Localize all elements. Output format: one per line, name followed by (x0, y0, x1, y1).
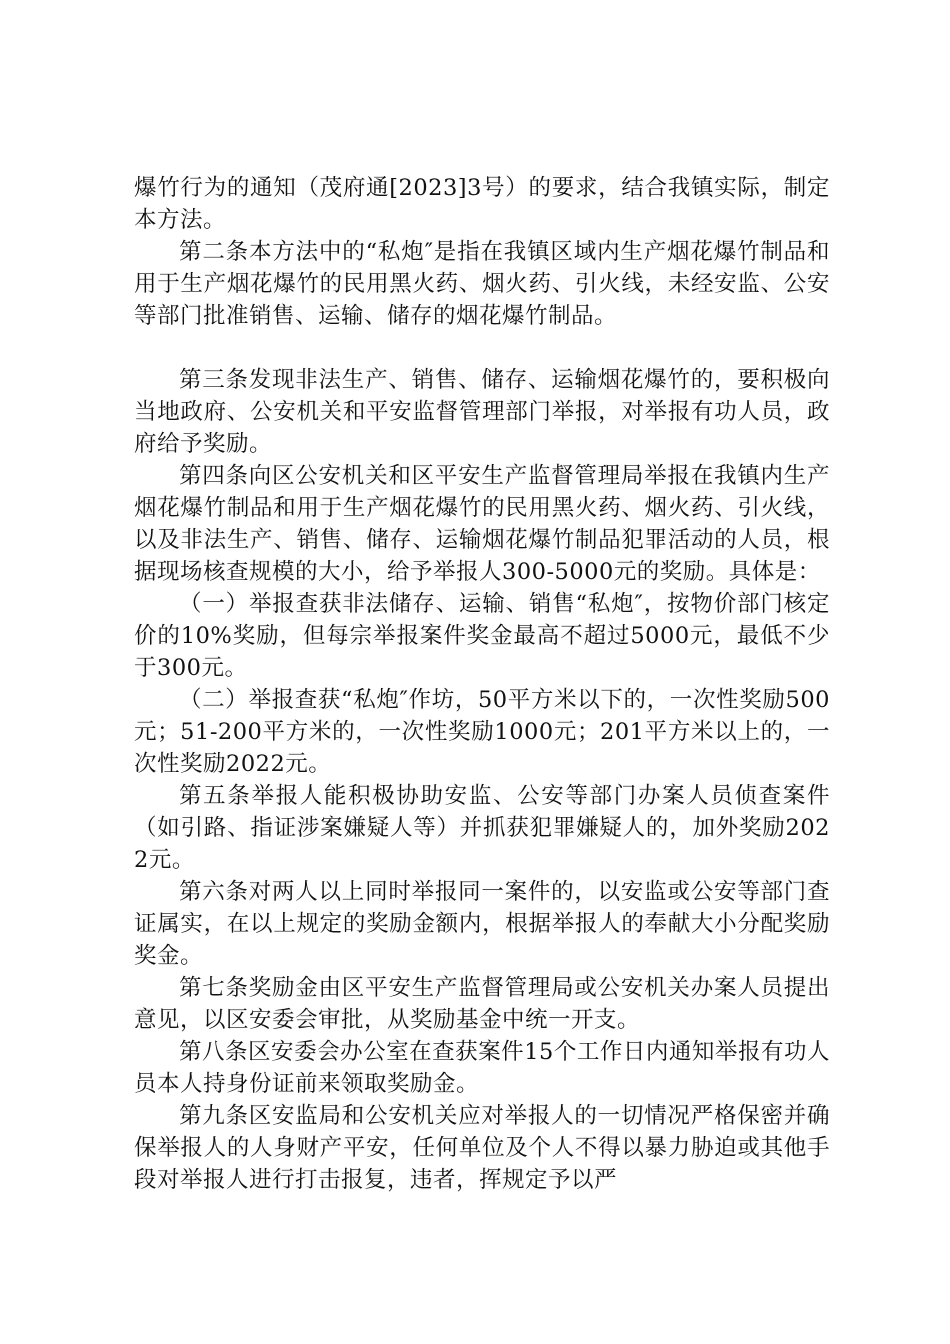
paragraph-article-4: 第四条向区公安机关和区平安生产监督管理局举报在我镇内生产烟花爆竹制品和用于生产烟花爆竹的民用黑火药、烟火药、引火线，以及非法生产、销售、储存、运输烟花爆竹制品犯罪活动的人员，根据现场核查规模的大小，给予举报人300-5000元的奖励。具体是： (134, 463, 830, 585)
paragraph-continuation: 爆竹行为的通知（茂府通[2023]3号）的要求，结合我镇实际，制定本方法。 (134, 175, 830, 233)
paragraph-article-3: 第三条发现非法生产、销售、储存、运输烟花爆竹的，要积极向当地政府、公安机关和平安监督管理部门举报，对举报有功人员，政府给予奖励。 (134, 367, 830, 457)
paragraph-article-7: 第七条奖励金由区平安生产监督管理局或公安机关办案人员提出意见，以区安委会审批，从奖励基金中统一开支。 (134, 975, 830, 1033)
paragraph-article-8: 第八条区安委会办公室在查获案件15个工作日内通知举报有功人员本人持身份证前来领取奖励金。 (134, 1039, 830, 1097)
paragraph-item-2: （二）举报查获“私炮″作坊，50平方米以下的，一次性奖励500元；51-200平方米的，一次性奖励1000元；201平方米以上的，一次性奖励2022元。 (134, 687, 830, 777)
document-body (134, 172, 830, 1196)
paragraph-article-9: 第九条区安监局和公安机关应对举报人的一切情况严格保密并确保举报人的人身财产平安，任何单位及个人不得以暴力胁迫或其他手段对举报人进行打击报复，违者，挥规定予以严 (134, 1103, 830, 1193)
paragraph-item-1: （一）举报查获非法储存、运输、销售“私炮″，按物价部门核定价的10%奖励，但每宗举报案件奖金最高不超过5000元，最低不少于300元。 (134, 591, 830, 681)
paragraph-article-6: 第六条对两人以上同时举报同一案件的，以安监或公安等部门查证属实，在以上规定的奖励金额内，根据举报人的奉献大小分配奖励奖金。 (134, 879, 830, 969)
paragraph-article-2: 第二条本方法中的“私炮″是指在我镇区域内生产烟花爆竹制品和用于生产烟花爆竹的民用黑火药、烟火药、引火线，未经安监、公安等部门批准销售、运输、储存的烟花爆竹制品。 (134, 239, 830, 329)
paragraph-article-5: 第五条举报人能积极协助安监、公安等部门办案人员侦查案件（如引路、指证涉案嫌疑人等）并抓获犯罪嫌疑人的，加外奖励2022元。 (134, 783, 830, 873)
